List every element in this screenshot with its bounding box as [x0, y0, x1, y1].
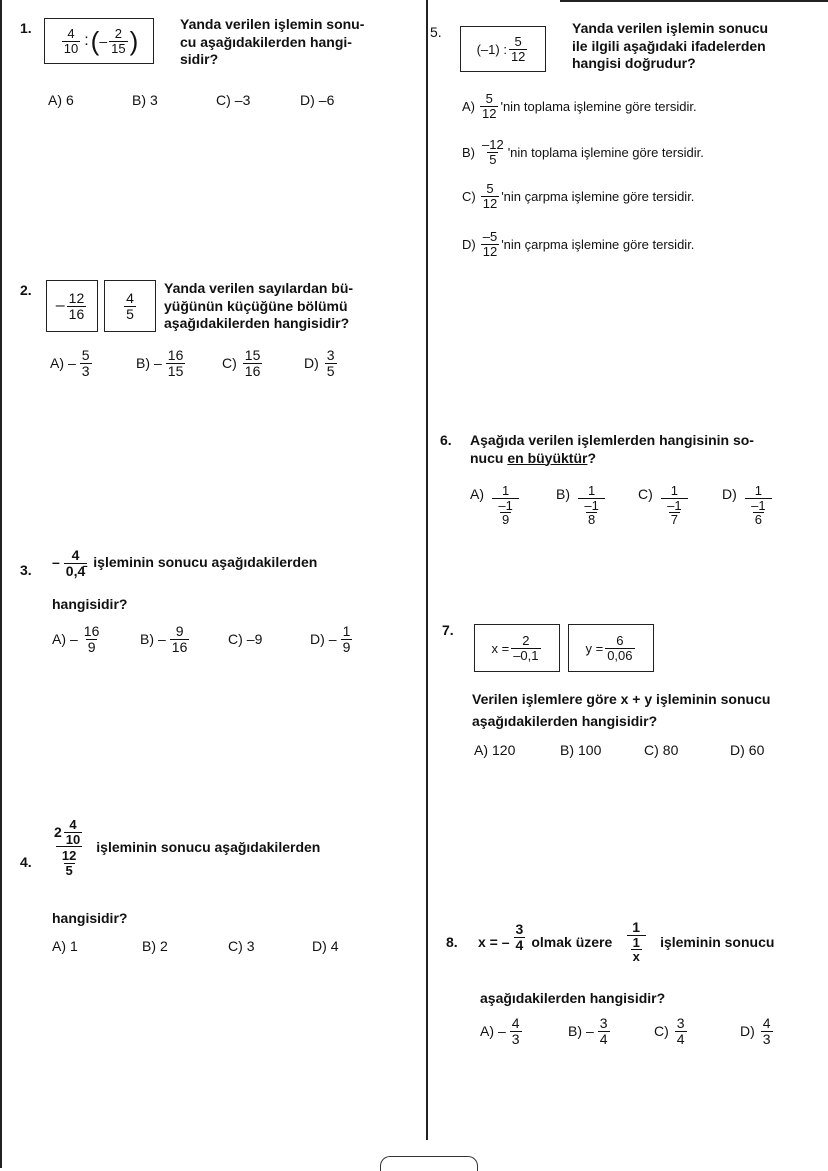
q5-question-text: [572, 20, 822, 73]
q2-option-b-num: 16: [167, 347, 184, 363]
q8-option-d-den: 3: [762, 1030, 771, 1047]
q1-option-b-value: 3: [150, 92, 158, 108]
q2-option-a[interactable]: [50, 348, 136, 378]
q5-option-b-num: –12: [482, 137, 504, 152]
q6-text-line2-a: nucu: [470, 449, 508, 466]
q1-question-text: [180, 16, 400, 69]
q3-text-line2: hangisidir?: [52, 596, 128, 612]
q7-box-x-num: 2: [522, 632, 530, 648]
q4-option-a-label: A): [52, 938, 66, 954]
q3-option-a-label: A): [52, 631, 66, 648]
q2-option-b-label: B): [136, 355, 150, 372]
q3-expr-num: 4: [71, 547, 80, 563]
q8-x-den: 4: [515, 936, 524, 953]
q6-option-a-inner-num: –1: [498, 497, 513, 513]
q4-option-d-value: 4: [330, 938, 339, 954]
q5-option-a-den: 12: [482, 105, 497, 121]
q4-option-b-value: 2: [160, 938, 168, 954]
q7-box-x-fraction: [511, 634, 540, 662]
q3-option-c-value: –9: [246, 631, 263, 648]
q4-option-a-value: 1: [70, 938, 78, 954]
q7-options: [474, 742, 764, 758]
q6-question-text: [470, 432, 826, 467]
q8-inner-den: x: [632, 949, 640, 965]
q5-option-c-den: 12: [482, 195, 498, 211]
q8-option-c-label: C): [654, 1023, 669, 1040]
q2-box1-fraction: [67, 291, 87, 321]
q2-number: 2.: [20, 282, 32, 298]
q8-options: [480, 1016, 775, 1046]
q8-post: işleminin sonucu: [660, 934, 775, 950]
q5-option-c-text: 'nin çarpma işlemine göre tersidir.: [501, 188, 695, 204]
q2-option-d-label: D): [304, 355, 319, 372]
q1-text-line1: Yanda verilen işlemin sonu-: [180, 16, 365, 32]
q1-text-line2: cu aşağıdakilerden hangi-: [180, 33, 352, 50]
q8-option-b-label: B): [568, 1023, 582, 1040]
q8-option-b-sign: –: [586, 1023, 594, 1040]
q3-expr-den: 0,4̄: [65, 562, 86, 579]
q4-mixed-num: 4: [69, 817, 77, 832]
q6-option-a-bottom: [492, 498, 518, 527]
q2-box2-num: 4: [126, 289, 134, 306]
q8-option-b-num: 3: [599, 1015, 608, 1031]
q8-option-c-num: 3: [676, 1015, 685, 1031]
q6-options: [470, 484, 776, 527]
q2-option-a-fraction: [80, 348, 92, 378]
q5-option-c[interactable]: [462, 182, 694, 210]
q8-inner-num: 1: [632, 934, 640, 950]
q5-expr-fraction: [509, 35, 527, 63]
q4-bottom-num: 12: [61, 848, 77, 864]
q3-text-line1: işleminin sonucu aşağıdakilerden: [93, 554, 318, 571]
q6-option-b-inner: [582, 499, 600, 527]
q2-box2-fraction: [124, 291, 136, 321]
q3-option-c-label: C): [228, 631, 243, 648]
q7-option-d[interactable]: [730, 742, 764, 758]
q1-option-a[interactable]: [48, 92, 132, 108]
q3-option-a[interactable]: [52, 624, 140, 654]
q1-options: [48, 92, 334, 108]
q6-option-c-inner-den: 7: [670, 512, 678, 528]
q2-option-a-sign: –: [68, 355, 76, 372]
q1-option-b-label: B): [132, 92, 146, 108]
q6-option-a-fraction: [490, 484, 521, 527]
q4-mixed-den: 10: [65, 831, 81, 847]
q3-option-a-fraction: [82, 624, 102, 654]
q6-option-c-fraction: [659, 484, 690, 527]
q5-expr-num: 5: [514, 33, 522, 49]
q6-option-c-inner-num: –1: [667, 497, 682, 513]
q3-option-d-num: 1: [342, 623, 351, 639]
q4-number: 4.: [20, 854, 32, 870]
q7-option-b[interactable]: [560, 742, 644, 758]
q5-expr-den: 12: [510, 48, 526, 64]
q5-option-b[interactable]: [462, 138, 704, 166]
q1-option-d[interactable]: [300, 92, 334, 108]
q6-option-b-label: B): [556, 486, 570, 502]
q1-a-den: 10: [63, 40, 79, 56]
q5-option-b-den: 5: [489, 151, 497, 167]
q3-expr-fraction: [64, 548, 87, 578]
q6-option-d-inner: [749, 499, 767, 527]
q7-option-d-label: D): [730, 742, 745, 758]
q1-option-d-value: –6: [318, 92, 335, 108]
q8-x-fraction: [514, 922, 526, 952]
q2-box2-den: 5: [126, 305, 134, 322]
q8-option-b-den: 4: [599, 1030, 608, 1047]
q6-option-c[interactable]: [638, 484, 722, 527]
q7-box-y-lhs: y =: [585, 640, 604, 656]
q3-question: [52, 548, 317, 578]
q6-option-c-label: C): [638, 486, 653, 502]
q1-number: 1.: [20, 20, 32, 36]
q5-option-a-num: 5: [485, 91, 493, 106]
q8-option-d-fraction: [761, 1016, 773, 1046]
q5-expr-left: (–1) :: [476, 41, 507, 57]
q5-option-d-fraction: [481, 230, 499, 258]
q8-option-d-num: 4: [762, 1015, 771, 1031]
q7-option-a-label: A): [474, 742, 488, 758]
q3-option-b-den: 16: [171, 638, 188, 655]
q6-option-d-inner-den: 6: [754, 512, 762, 528]
q5-option-a-fraction: [480, 92, 498, 120]
q6-option-a-top: 1: [502, 483, 510, 498]
q1-paren-open: (: [90, 25, 100, 56]
q1-text-line3: sidir?: [180, 51, 219, 67]
q5-text-line3: hangisi doğrudur?: [572, 55, 696, 71]
q5-number: 5.: [430, 24, 442, 40]
q5-option-a-text: 'nin toplama işlemine göre tersidir.: [500, 98, 697, 114]
q2-options: [50, 348, 339, 378]
q4-option-a[interactable]: [52, 938, 142, 954]
q1-paren-close: ): [129, 25, 139, 56]
q8-option-b-fraction: [598, 1016, 610, 1046]
q1-fraction-a: [62, 27, 80, 55]
q8-option-d[interactable]: [740, 1016, 775, 1046]
q3-option-d-sign: –: [328, 631, 337, 648]
q8-option-d-label: D): [740, 1023, 755, 1040]
q4-option-d[interactable]: [312, 938, 339, 954]
q4-option-b-label: B): [142, 938, 156, 954]
q7-box-x-lhs: x =: [491, 640, 510, 656]
q3-option-a-den: 9: [87, 638, 96, 655]
q6-option-a-inner: [496, 499, 514, 527]
q3-number: 3.: [20, 562, 32, 578]
q4-question: [50, 818, 320, 878]
q7-box-y: [568, 624, 654, 672]
q6-number: 6.: [440, 432, 452, 448]
q1-b-num: 2: [114, 25, 122, 41]
q2-option-d-den: 5: [326, 362, 335, 379]
q2-option-c-den: 16: [244, 362, 261, 379]
q2-box1-num: 12: [68, 289, 85, 306]
q2-option-a-num: 5: [81, 347, 90, 363]
q6-text-emphasis: en büyüktür: [507, 449, 588, 466]
q8-option-b[interactable]: [568, 1016, 654, 1046]
q5-text-line1: Yanda verilen işlemin sonucu: [572, 20, 769, 36]
q4-options: [52, 938, 339, 954]
q6-option-b-top: 1: [588, 483, 596, 498]
q1-option-c-value: –3: [234, 92, 251, 108]
q5-option-b-text: 'nin toplama işlemine göre tersidir.: [507, 144, 704, 160]
q3-option-b-num: 9: [175, 623, 184, 639]
q6-option-d-label: D): [722, 486, 737, 502]
q3-option-a-num: 16: [83, 623, 100, 639]
q2-text-line2: yüğünün küçüğüne bölümü: [164, 297, 348, 314]
q2-option-d[interactable]: [304, 348, 339, 378]
q8-x-sign: –: [501, 934, 510, 950]
q6-option-a[interactable]: [470, 484, 556, 527]
q7-text-line2: aşağıdakilerden hangisidir?: [472, 713, 658, 730]
q8-big-den: [627, 935, 646, 964]
page-number-tab: [380, 1156, 478, 1171]
q5-option-d-label: D): [462, 236, 476, 252]
q2-text-line1: Yanda verilen sayılardan bü-: [164, 280, 354, 296]
q2-option-c-label: C): [222, 355, 237, 372]
q4-option-c-value: 3: [246, 938, 255, 954]
q7-text-line1: Verilen işlemlere göre x + y işleminin sonucu: [472, 691, 771, 707]
q5-text-line2: ile ilgili aşağıdaki ifadelerden: [572, 37, 766, 54]
q1-option-d-label: D): [300, 92, 315, 108]
q7-option-c-value: 80: [662, 742, 679, 758]
q3-option-b-label: B): [140, 631, 154, 648]
q7-box-x: [474, 624, 560, 672]
q7-option-b-value: 100: [578, 742, 602, 758]
q1-b-den: 15: [111, 40, 126, 56]
q5-option-c-num: 5: [486, 181, 494, 196]
q8-option-c-fraction: [675, 1016, 687, 1046]
q1-b-sign: –: [99, 33, 108, 49]
q6-option-d[interactable]: [722, 484, 776, 527]
q7-question-text: [472, 688, 826, 733]
q2-option-c[interactable]: [222, 348, 304, 378]
q4-bottom-den: 5: [65, 862, 73, 878]
q2-box-2: [104, 280, 156, 332]
q7-number: 7.: [442, 622, 454, 638]
q1-option-b[interactable]: [132, 92, 216, 108]
q4-expr-bottom: [56, 846, 82, 877]
q2-option-c-num: 15: [244, 347, 261, 363]
q7-option-b-label: B): [560, 742, 574, 758]
q2-option-b[interactable]: [136, 348, 222, 378]
q7-box-x-den: –0,1: [513, 647, 539, 663]
q8-option-a[interactable]: [480, 1016, 568, 1046]
q2-option-b-sign: –: [154, 355, 162, 372]
q6-text-line2-b: ?: [587, 449, 597, 466]
q4-option-c-label: C): [228, 938, 243, 954]
q3-option-b-sign: –: [158, 631, 166, 648]
q5-option-c-fraction: [481, 182, 499, 210]
left-margin-rule: [0, 0, 2, 1168]
q1-expression-box: [44, 18, 154, 64]
q2-option-c-fraction: [243, 348, 263, 378]
q6-option-c-top: 1: [670, 483, 679, 498]
q1-fraction-b: [109, 27, 127, 55]
q2-option-a-den: 3: [81, 362, 90, 379]
q8-inner-fraction: [631, 936, 642, 964]
q4-expr-fraction: [52, 818, 86, 878]
q7-option-a-value: 120: [492, 742, 516, 758]
q2-option-b-den: 15: [167, 362, 184, 379]
q7-option-a[interactable]: [474, 742, 560, 758]
q6-option-b-fraction: [576, 484, 607, 527]
q5-option-a-label: A): [462, 98, 475, 114]
q8-option-a-sign: –: [498, 1023, 506, 1040]
q6-option-a-inner-den: 9: [501, 512, 510, 528]
q3-option-d-den: 9: [342, 638, 351, 655]
q1-operator: :: [84, 32, 89, 49]
q5-option-d-den: 12: [482, 243, 498, 259]
q5-option-c-label: C): [462, 188, 476, 204]
q4-bottom-fraction: [60, 849, 78, 877]
q3-expr-sign: –: [52, 554, 60, 571]
q2-option-a-label: A): [50, 355, 64, 372]
q5-option-d[interactable]: [462, 230, 694, 258]
q2-text-line3: aşağıdakilerden hangisidir?: [164, 315, 350, 331]
q8-option-c[interactable]: [654, 1016, 740, 1046]
q7-box-y-fraction: [605, 634, 634, 662]
q8-text-line2: aşağıdakilerden hangisidir?: [480, 990, 666, 1006]
q5-option-d-text: 'nin çarpma işlemine göre tersidir.: [501, 236, 695, 252]
q4-expr-top: [52, 818, 86, 846]
q2-box1-sign: –: [55, 297, 65, 314]
q3-option-b[interactable]: [140, 624, 228, 654]
q6-option-b-bottom: [578, 498, 604, 527]
q8-question: [478, 920, 774, 964]
q8-pre: x =: [478, 934, 502, 950]
q5-option-b-fraction: [480, 138, 506, 166]
q6-option-c-bottom: [661, 498, 687, 527]
q3-option-d-label: D): [310, 631, 325, 648]
q1-option-c-label: C): [216, 92, 231, 108]
q3-option-a-sign: –: [70, 631, 78, 648]
q3-option-d-fraction: [341, 624, 353, 654]
q6-text-line2: [470, 450, 826, 468]
q8-big-num: 1: [632, 919, 641, 935]
q3-options: [52, 624, 354, 654]
q5-option-d-num: –5: [482, 229, 498, 244]
q6-option-b-inner-den: 8: [587, 512, 596, 528]
q3-option-c[interactable]: [228, 631, 310, 647]
q8-option-c-den: 4: [676, 1030, 685, 1047]
q8-big-fraction: [620, 920, 652, 964]
q6-option-b-inner-num: –1: [584, 497, 599, 513]
q8-mid: olmak üzere: [531, 934, 613, 950]
column-divider: [426, 0, 428, 1140]
q8-number: 8.: [446, 934, 458, 950]
q2-option-b-fraction: [166, 348, 186, 378]
q6-option-a-label: A): [470, 486, 484, 502]
q1-option-c[interactable]: [216, 92, 300, 108]
q4-text-line2: hangisidir?: [52, 910, 128, 926]
q7-box-y-num: 6: [616, 632, 624, 648]
q2-box1-den: 16: [68, 305, 85, 322]
q8-option-a-num: 4: [511, 1015, 520, 1031]
top-rule: [560, 0, 828, 2]
q6-text-line1: Aşağıda verilen işlemlerden hangisinin so-: [470, 432, 754, 448]
q6-option-b[interactable]: [556, 484, 638, 527]
q8-x-num: 3: [515, 921, 524, 937]
q4-option-c[interactable]: [228, 938, 312, 954]
q8-option-a-den: 3: [511, 1030, 520, 1047]
q4-mixed-fraction: [64, 818, 82, 846]
q4-option-d-label: D): [312, 938, 327, 954]
q1-option-a-value: 6: [66, 92, 74, 108]
q5-option-b-label: B): [462, 144, 475, 160]
q6-option-d-bottom: [745, 498, 771, 527]
q6-option-d-inner-num: –1: [751, 497, 766, 513]
q4-whole: 2: [54, 823, 62, 840]
q8-option-a-fraction: [510, 1016, 522, 1046]
q1-option-a-label: A): [48, 92, 62, 108]
q2-option-d-fraction: [325, 348, 337, 378]
q2-box-1: [46, 280, 98, 332]
q7-option-c[interactable]: [644, 742, 730, 758]
q6-option-d-fraction: [743, 484, 774, 527]
q8-option-a-label: A): [480, 1023, 494, 1040]
q3-option-b-fraction: [170, 624, 190, 654]
q5-option-a[interactable]: [462, 92, 697, 120]
q1-a-num: 4: [67, 25, 75, 41]
q5-expression-box: [460, 26, 546, 72]
q2-option-d-num: 3: [326, 347, 335, 363]
q7-option-d-value: 60: [748, 742, 765, 758]
q3-option-d[interactable]: [310, 624, 354, 654]
q4-option-b[interactable]: [142, 938, 228, 954]
q6-option-d-top: 1: [754, 483, 763, 498]
q7-option-c-label: C): [644, 742, 659, 758]
q7-box-y-den: 0,06: [607, 647, 633, 663]
q4-text-line1: işleminin sonucu aşağıdakilerden: [96, 839, 321, 856]
q2-question-text: [164, 280, 404, 333]
q6-option-c-inner: [665, 499, 683, 527]
